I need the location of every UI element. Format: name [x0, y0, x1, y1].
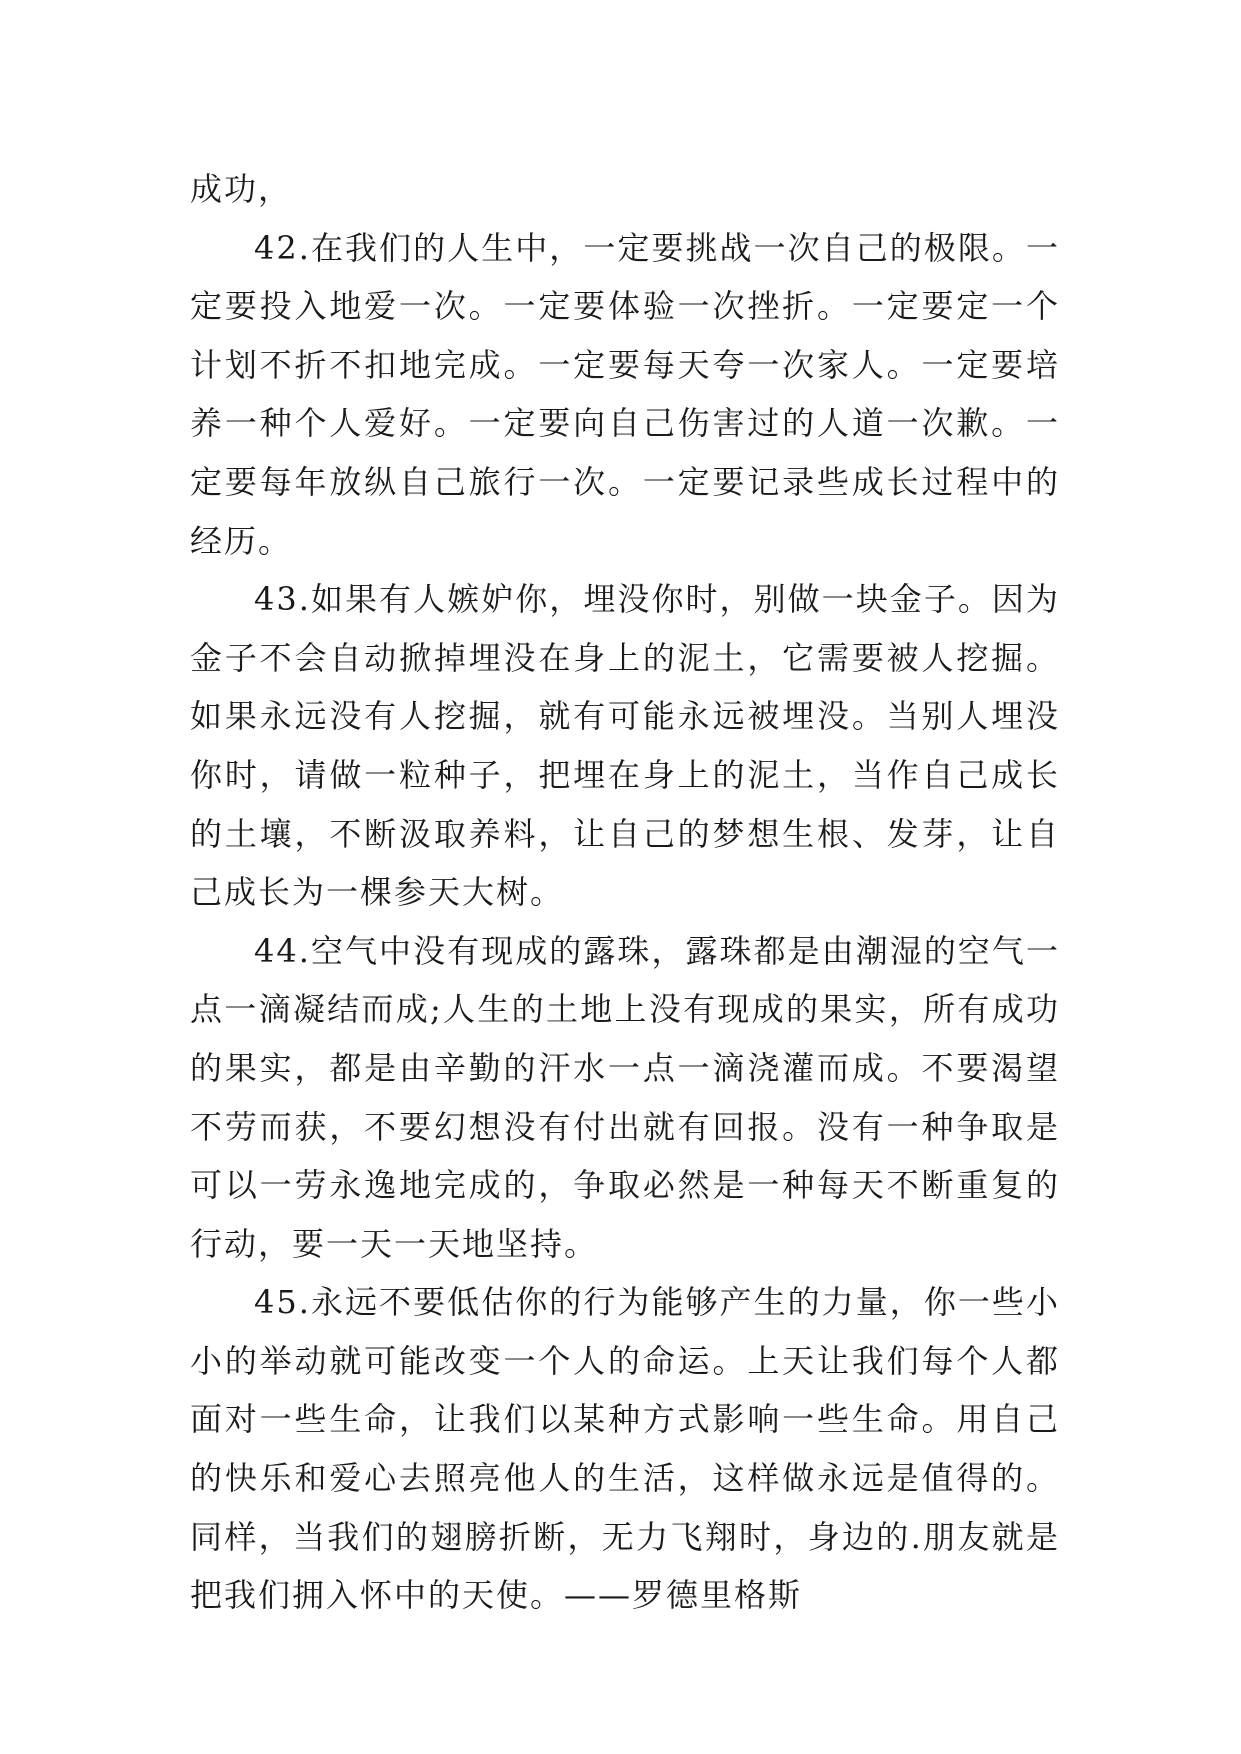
document-body — [190, 160, 1060, 1625]
paragraph-45: 45.永远不要低估你的行为能够产生的力量，你一些小小的举动就可能改变一个人的命运。上天让我们每个人都面对一些生命，让我们以某种方式影响一些生命。用自己的快乐和爱心去照亮他人的生活，这样做永远是值得的。同样，当我们的翅膀折断，无力飞翔时，身边的.朋友就是把我们拥入怀中的天使。——罗德里格斯 — [190, 1283, 1060, 1615]
paragraph-continued: 成功， — [190, 170, 293, 208]
paragraph-42: 42.在我们的人生中，一定要挑战一次自己的极限。一定要投入地爱一次。一定要体验一次挫折。一定要定一个计划不折不扣地完成。一定要每天夸一次家人。一定要培养一种个人爱好。一定要向自己伤害过的人道一次歉。一定要每年放纵自己旅行一次。一定要记录些成长过程中的经历。 — [190, 228, 1060, 560]
paragraph-44: 44.空气中没有现成的露珠，露珠都是由潮湿的空气一点一滴凝结而成;人生的土地上没有现成的果实，所有成功的果实，都是由辛勤的汗水一点一滴浇灌而成。不要渴望不劳而获，不要幻想没有付出就有回报。没有一种争取是可以一劳永逸地完成的，争取必然是一种每天不断重复的行动，要一天一天地坚持。 — [190, 931, 1060, 1263]
paragraph-43: 43.如果有人嫉妒你，埋没你时，别做一块金子。因为金子不会自动掀掉埋没在身上的泥土，它需要被人挖掘。如果永远没有人挖掘，就有可能永远被埋没。当别人埋没你时，请做一粒种子，把埋在身上的泥土，当作自己成长的土壤，不断汲取养料，让自己的梦想生根、发芽，让自己成长为一棵参天大树。 — [190, 580, 1060, 912]
